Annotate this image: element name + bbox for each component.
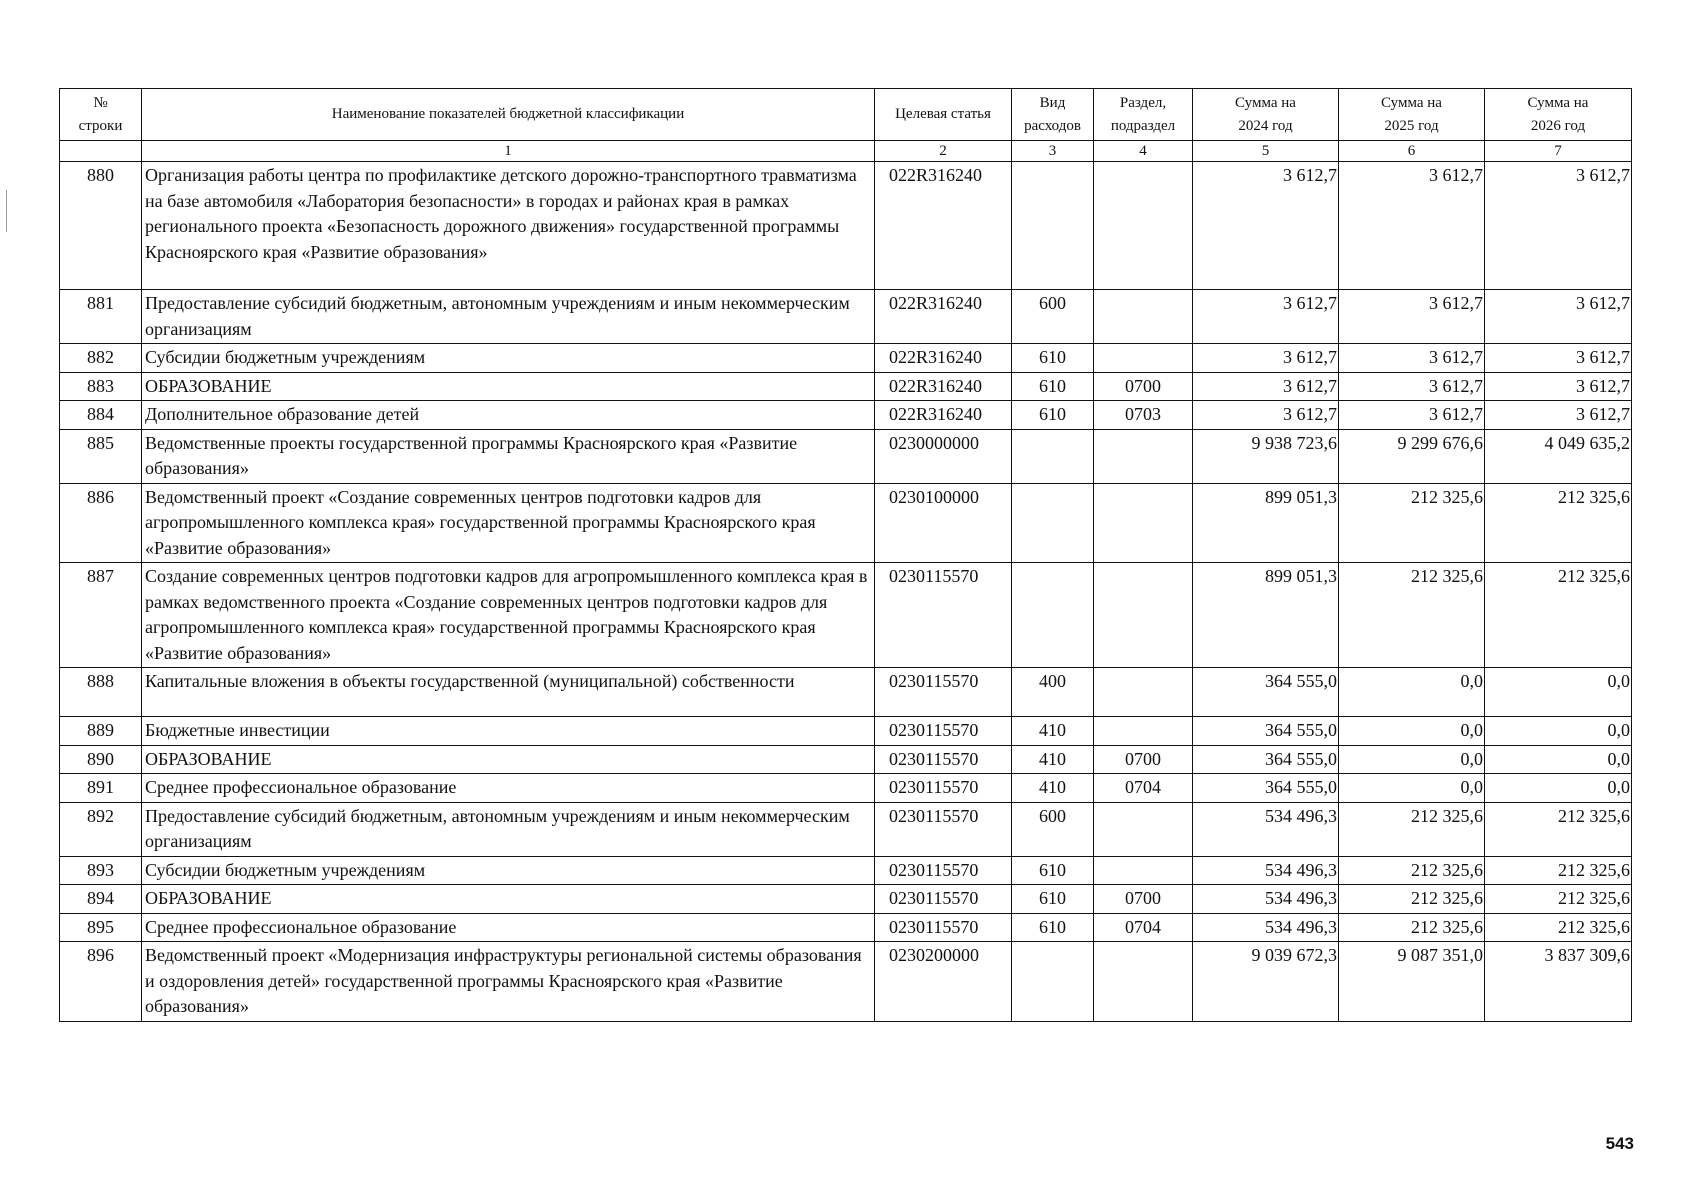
- indicator-name-cell: ОБРАЗОВАНИЕ: [142, 885, 875, 914]
- row-number-cell: 895: [60, 913, 142, 942]
- sum-2026-cell: 212 325,6: [1485, 856, 1632, 885]
- header-target-article: [875, 89, 1012, 141]
- sum-2024-cell: 534 496,3: [1193, 856, 1339, 885]
- row-number-cell: 894: [60, 885, 142, 914]
- expense-type-cell: 600: [1012, 802, 1094, 856]
- table-row: [60, 290, 1632, 344]
- indicator-name-cell: Субсидии бюджетным учреждениям: [142, 344, 875, 373]
- table-row: [60, 429, 1632, 483]
- section-cell: 0700: [1094, 372, 1193, 401]
- section-cell: [1094, 563, 1193, 668]
- header-section: [1094, 89, 1193, 141]
- row-number-cell: 883: [60, 372, 142, 401]
- sum-2024-cell: 534 496,3: [1193, 885, 1339, 914]
- table-row: [60, 745, 1632, 774]
- expense-type-cell: 610: [1012, 913, 1094, 942]
- sum-2025-cell: 212 325,6: [1339, 856, 1485, 885]
- header-section-text: Раздел, подраздел: [1110, 94, 1176, 134]
- sum-2025-cell: 0,0: [1339, 668, 1485, 717]
- target-article-cell: 0230115570: [875, 668, 1012, 717]
- sum-2026-cell: 4 049 635,2: [1485, 429, 1632, 483]
- header-expense-type: [1012, 89, 1094, 141]
- indicator-name-cell: Дополнительное образование детей: [142, 401, 875, 430]
- target-article-cell: 0230200000: [875, 942, 1012, 1022]
- section-cell: [1094, 802, 1193, 856]
- sum-2024-cell: 364 555,0: [1193, 745, 1339, 774]
- expense-type-cell: 410: [1012, 774, 1094, 803]
- indicator-name-cell: Капитальные вложения в объекты государственной (муниципальной) собственности: [142, 668, 875, 717]
- section-cell: [1094, 856, 1193, 885]
- target-article-cell: 0230115570: [875, 913, 1012, 942]
- target-article-cell: 0230000000: [875, 429, 1012, 483]
- section-cell: [1094, 344, 1193, 373]
- indicator-name-cell: Бюджетные инвестиции: [142, 717, 875, 746]
- row-number-cell: 890: [60, 745, 142, 774]
- indicator-name-cell: Создание современных центров подготовки кадров для агропромышленного комплекса края в рамках ведомственного проекта «Создание современных центров подготовки кадров для агропромышленного комплекса края» государственной программы Красноярского края «Развитие образования»: [142, 563, 875, 668]
- column-number-7: 7: [1485, 141, 1632, 162]
- row-number-cell: 880: [60, 162, 142, 290]
- expense-type-cell: 610: [1012, 372, 1094, 401]
- expense-type-cell: 610: [1012, 856, 1094, 885]
- header-sum-2026-text: Сумма на 2026 год: [1527, 94, 1589, 134]
- table-row: [60, 717, 1632, 746]
- table-row: [60, 483, 1632, 563]
- table-row: [60, 942, 1632, 1022]
- row-number-cell: 884: [60, 401, 142, 430]
- sum-2026-cell: 212 325,6: [1485, 913, 1632, 942]
- expense-type-cell: [1012, 162, 1094, 290]
- indicator-name-cell: ОБРАЗОВАНИЕ: [142, 745, 875, 774]
- expense-type-cell: [1012, 483, 1094, 563]
- table-row: [60, 668, 1632, 717]
- section-cell: [1094, 717, 1193, 746]
- table-row: [60, 885, 1632, 914]
- sum-2025-cell: 3 612,7: [1339, 401, 1485, 430]
- column-number-1: 1: [142, 141, 875, 162]
- table-row: [60, 774, 1632, 803]
- sum-2026-cell: 212 325,6: [1485, 483, 1632, 563]
- column-number-empty: [60, 141, 142, 162]
- expense-type-cell: 410: [1012, 717, 1094, 746]
- sum-2024-cell: 364 555,0: [1193, 668, 1339, 717]
- column-number-3: 3: [1012, 141, 1094, 162]
- table-row: [60, 913, 1632, 942]
- sum-2026-cell: 3 612,7: [1485, 372, 1632, 401]
- indicator-name-cell: ОБРАЗОВАНИЕ: [142, 372, 875, 401]
- header-row-number: [60, 89, 142, 141]
- sum-2024-cell: 9 039 672,3: [1193, 942, 1339, 1022]
- sum-2026-cell: 3 612,7: [1485, 401, 1632, 430]
- target-article-cell: 0230115570: [875, 774, 1012, 803]
- row-number-cell: 893: [60, 856, 142, 885]
- expense-type-cell: 610: [1012, 344, 1094, 373]
- sum-2026-cell: 212 325,6: [1485, 563, 1632, 668]
- sum-2024-cell: 9 938 723,6: [1193, 429, 1339, 483]
- column-number-4: 4: [1094, 141, 1193, 162]
- indicator-name-cell: Ведомственный проект «Создание современных центров подготовки кадров для агропромышленного комплекса края» государственной программы Красноярского края «Развитие образования»: [142, 483, 875, 563]
- table-row: [60, 344, 1632, 373]
- sum-2025-cell: 3 612,7: [1339, 290, 1485, 344]
- header-sum-2025-text: Сумма на 2025 год: [1381, 94, 1442, 134]
- indicator-name-cell: Субсидии бюджетным учреждениям: [142, 856, 875, 885]
- expense-type-cell: [1012, 429, 1094, 483]
- target-article-cell: 0230115570: [875, 563, 1012, 668]
- target-article-cell: 0230115570: [875, 856, 1012, 885]
- expense-type-cell: 610: [1012, 885, 1094, 914]
- sum-2025-cell: 212 325,6: [1339, 802, 1485, 856]
- table-row: [60, 563, 1632, 668]
- target-article-cell: 022R316240: [875, 401, 1012, 430]
- header-row-number-text: № строки: [78, 94, 123, 134]
- column-number-6: 6: [1339, 141, 1485, 162]
- sum-2024-cell: 3 612,7: [1193, 162, 1339, 290]
- sum-2026-cell: 3 612,7: [1485, 344, 1632, 373]
- row-number-cell: 885: [60, 429, 142, 483]
- sum-2025-cell: 212 325,6: [1339, 913, 1485, 942]
- sum-2026-cell: 3 837 309,6: [1485, 942, 1632, 1022]
- sum-2024-cell: 364 555,0: [1193, 717, 1339, 746]
- section-cell: 0700: [1094, 885, 1193, 914]
- target-article-cell: 022R316240: [875, 290, 1012, 344]
- header-sum-2026: [1485, 89, 1632, 141]
- row-number-cell: 881: [60, 290, 142, 344]
- expense-type-cell: [1012, 942, 1094, 1022]
- budget-table: [59, 88, 1632, 1022]
- target-article-cell: 022R316240: [875, 344, 1012, 373]
- column-number-2: 2: [875, 141, 1012, 162]
- header-target-article-text: Целевая статья: [895, 106, 991, 122]
- indicator-name-cell: Среднее профессиональное образование: [142, 913, 875, 942]
- target-article-cell: 0230115570: [875, 717, 1012, 746]
- header-sum-2024-text: Сумма на 2024 год: [1235, 94, 1296, 134]
- sum-2025-cell: 3 612,7: [1339, 372, 1485, 401]
- section-cell: 0704: [1094, 913, 1193, 942]
- section-cell: [1094, 668, 1193, 717]
- section-cell: [1094, 162, 1193, 290]
- sum-2026-cell: 3 612,7: [1485, 162, 1632, 290]
- sum-2026-cell: 3 612,7: [1485, 290, 1632, 344]
- row-number-cell: 887: [60, 563, 142, 668]
- sum-2025-cell: 212 325,6: [1339, 563, 1485, 668]
- row-number-cell: 892: [60, 802, 142, 856]
- section-cell: [1094, 429, 1193, 483]
- expense-type-cell: 400: [1012, 668, 1094, 717]
- row-number-cell: 882: [60, 344, 142, 373]
- row-number-cell: 888: [60, 668, 142, 717]
- indicator-name-cell: Предоставление субсидий бюджетным, автономным учреждениям и иным некоммерческим организациям: [142, 290, 875, 344]
- sum-2025-cell: 0,0: [1339, 774, 1485, 803]
- table-row: [60, 162, 1632, 290]
- sum-2026-cell: 0,0: [1485, 717, 1632, 746]
- header-expense-type-text: Вид расходов: [1024, 94, 1081, 134]
- indicator-name-cell: Среднее профессиональное образование: [142, 774, 875, 803]
- target-article-cell: 0230100000: [875, 483, 1012, 563]
- table-body: [60, 162, 1632, 1022]
- indicator-name-cell: Предоставление субсидий бюджетным, автономным учреждениям и иным некоммерческим организациям: [142, 802, 875, 856]
- target-article-cell: 0230115570: [875, 745, 1012, 774]
- indicator-name-cell: Организация работы центра по профилактике детского дорожно-транспортного травматизма на базе автомобиля «Лаборатория безопасности» в городах и районах края в рамках регионального проекта «Безопасность дорожного движения» государственной программы Красноярского края «Развитие образования»: [142, 162, 875, 290]
- sum-2024-cell: 899 051,3: [1193, 483, 1339, 563]
- sum-2025-cell: 212 325,6: [1339, 483, 1485, 563]
- sum-2026-cell: 0,0: [1485, 668, 1632, 717]
- column-number-5: 5: [1193, 141, 1339, 162]
- expense-type-cell: 600: [1012, 290, 1094, 344]
- header-sum-2025: [1339, 89, 1485, 141]
- expense-type-cell: 410: [1012, 745, 1094, 774]
- sum-2024-cell: 3 612,7: [1193, 290, 1339, 344]
- section-cell: 0703: [1094, 401, 1193, 430]
- target-article-cell: 0230115570: [875, 802, 1012, 856]
- sum-2024-cell: 3 612,7: [1193, 372, 1339, 401]
- table-row: [60, 401, 1632, 430]
- section-cell: [1094, 290, 1193, 344]
- row-number-cell: 896: [60, 942, 142, 1022]
- sum-2026-cell: 212 325,6: [1485, 802, 1632, 856]
- target-article-cell: 022R316240: [875, 372, 1012, 401]
- sum-2026-cell: 0,0: [1485, 774, 1632, 803]
- expense-type-cell: 610: [1012, 401, 1094, 430]
- section-cell: [1094, 942, 1193, 1022]
- sum-2026-cell: 212 325,6: [1485, 885, 1632, 914]
- sum-2024-cell: 3 612,7: [1193, 344, 1339, 373]
- section-cell: 0700: [1094, 745, 1193, 774]
- page-number: 543: [1605, 1134, 1634, 1153]
- target-article-cell: 0230115570: [875, 885, 1012, 914]
- sum-2025-cell: 212 325,6: [1339, 885, 1485, 914]
- sum-2025-cell: 3 612,7: [1339, 344, 1485, 373]
- row-number-cell: 889: [60, 717, 142, 746]
- header-sum-2024: [1193, 89, 1339, 141]
- section-cell: 0704: [1094, 774, 1193, 803]
- sum-2024-cell: 534 496,3: [1193, 802, 1339, 856]
- sum-2025-cell: 0,0: [1339, 745, 1485, 774]
- sum-2025-cell: 3 612,7: [1339, 162, 1485, 290]
- sum-2025-cell: 9 087 351,0: [1339, 942, 1485, 1022]
- sum-2026-cell: 0,0: [1485, 745, 1632, 774]
- margin-scan-mark: [6, 190, 7, 232]
- sum-2024-cell: 364 555,0: [1193, 774, 1339, 803]
- header-name: [142, 89, 875, 141]
- row-number-cell: 891: [60, 774, 142, 803]
- sum-2025-cell: 9 299 676,6: [1339, 429, 1485, 483]
- indicator-name-cell: Ведомственный проект «Модернизация инфраструктуры региональной системы образования и оздоровления детей» государственной программы Красноярского края «Развитие образования»: [142, 942, 875, 1022]
- indicator-name-cell: Ведомственные проекты государственной программы Красноярского края «Развитие образования»: [142, 429, 875, 483]
- row-number-cell: 886: [60, 483, 142, 563]
- table-row: [60, 856, 1632, 885]
- expense-type-cell: [1012, 563, 1094, 668]
- sum-2024-cell: 3 612,7: [1193, 401, 1339, 430]
- table-row: [60, 802, 1632, 856]
- header-name-text: Наименование показателей бюджетной классификации: [331, 106, 685, 122]
- section-cell: [1094, 483, 1193, 563]
- sum-2024-cell: 899 051,3: [1193, 563, 1339, 668]
- target-article-cell: 022R316240: [875, 162, 1012, 290]
- sum-2024-cell: 534 496,3: [1193, 913, 1339, 942]
- sum-2025-cell: 0,0: [1339, 717, 1485, 746]
- table-row: [60, 372, 1632, 401]
